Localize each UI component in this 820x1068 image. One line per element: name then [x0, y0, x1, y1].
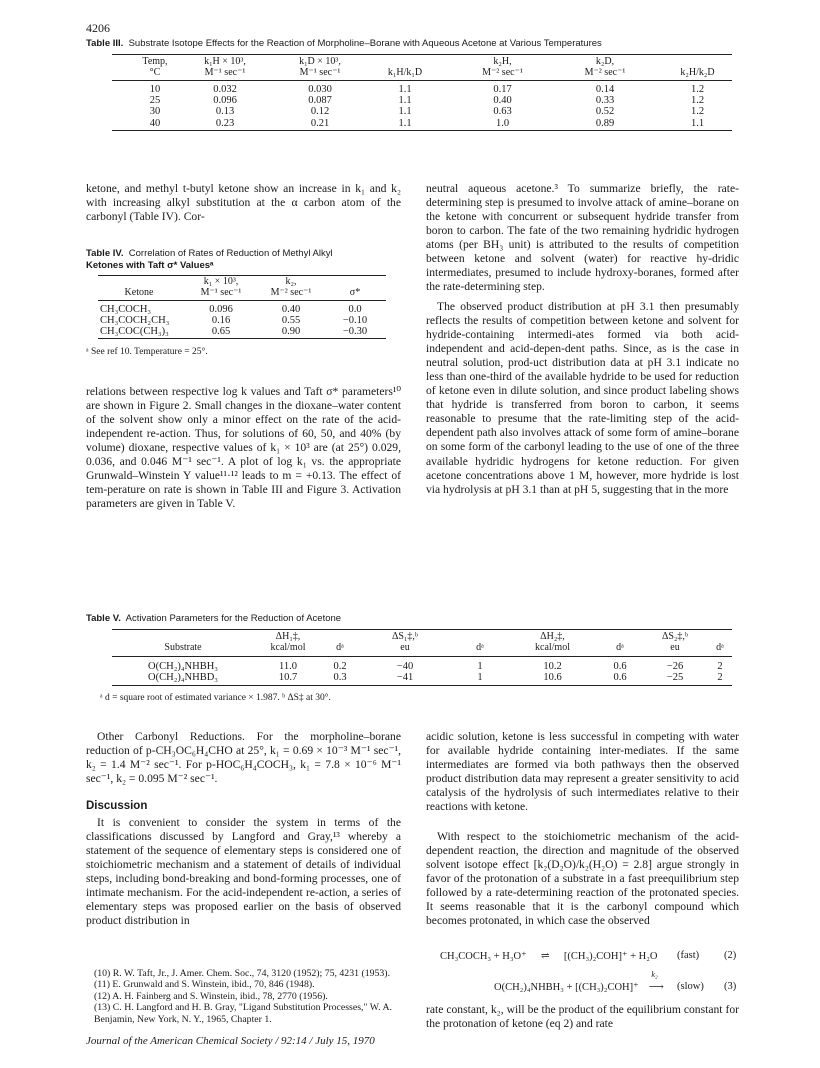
table5-header-5-line-1: kcal/mol: [535, 642, 570, 653]
right-para-5: rate constant, k₂, will be the product of the equilibrium constant for the protonation of ketone (eq 2) and rate: [426, 1003, 739, 1031]
table5-cell-r1-c0: O(CH₂)₄NHBD₃: [148, 672, 218, 683]
left-para-3: Other Carbonyl Reductions. For the morpholine–borane reduction of p-CH₃OC₆H₄CHO at 25°, k₁ = 0.69 × 10⁻³ M⁻¹ sec⁻¹, k₂ = 1.4 M⁻² sec⁻¹. For p-HOC₆H₄COCH₃, k₁ = 7.8 × 10⁻⁶ M⁻¹ sec⁻¹, k₂ = 0.095 M⁻² sec⁻¹.: [86, 730, 401, 786]
table4-bottom-rule: [98, 338, 386, 339]
table3-cell-r0-c1: 0.032: [213, 84, 237, 95]
table3-cell-r1-c3: 1.1: [398, 95, 412, 107]
table5-header-1-line-0: ΔH₁‡,: [275, 631, 301, 642]
table5-header-3-line-1: eu: [400, 642, 410, 653]
table3-cell-r3-c5: 0.89: [595, 117, 615, 129]
table3-cell-r3-c3: 1.1: [398, 117, 412, 129]
table4-title-line1: Correlation of Rates of Reduction of Methyl Alkyl: [128, 248, 333, 259]
table5-header-0-line-1: Substrate: [164, 642, 202, 653]
table3-header-rule: [112, 80, 732, 81]
table3-header-3-line-1: k₁H/k₁D: [387, 67, 423, 78]
table3-label: Table III.: [86, 38, 124, 49]
left-para-2: relations between respective log k values and Taft σ* parameters¹⁰ are shown in Figure 2. Small changes in the dioxane–water content of the solvent show only a minor effect on the rate of the acid-independent re-action. Thus, for solutions of 60, 50, and 40% (by volume) dioxane, respective values of k₁ × 10³ are (at 25°) 0.029, 0.036, and 0.046 M⁻¹ sec⁻¹. A plot of log k₁ vs. the appropriate Grunwald–Winstein Y value¹¹·¹² leads to m = +0.13. The effect of tem-perature on rate is shown in Table III and Figure 3. Activation parameters are given in Table V.: [86, 385, 401, 511]
table3-header-2-line-1: M⁻¹ sec⁻¹: [299, 67, 341, 78]
table5-title: Activation Parameters for the Reduction of Acetone: [125, 613, 342, 624]
table4-cell-r2-c3: −0.30: [342, 326, 368, 337]
table3-header-1-line-1: M⁻¹ sec⁻¹: [204, 67, 246, 78]
table3-cell-r0-c6: 1.2: [690, 84, 705, 95]
equilibrium-arrow-icon: ⇌: [540, 951, 550, 962]
table5-header-7-line-1: eu: [670, 642, 680, 653]
table5-cell-r0-c1: 11.0: [279, 661, 297, 672]
eq2-condition: (fast): [677, 950, 700, 961]
table3-cell-r0-c0: 10: [149, 84, 161, 95]
table3-cell-r2-c2: 0.12: [310, 106, 330, 118]
table5-cell-r1-c2: 0.3: [333, 672, 347, 683]
eq3-lhs: O(CH₂)₄NHBH₃ + [(CH₃)₂COH]⁺: [494, 982, 639, 993]
table3-header-0-line-0: Temp,: [142, 56, 168, 67]
table3-bottom-rule: [112, 130, 732, 131]
eq3-rate-constant: k₂: [651, 970, 658, 979]
table3-cell-r0-c3: 1.1: [398, 84, 412, 95]
table4-cell-r2-c0: CH₃COC(CH₃)₃: [100, 326, 169, 337]
table5-cell-r0-c2: 0.2: [333, 661, 347, 672]
table5-header-6-line-1: dᵃ: [616, 642, 624, 653]
right-para-2: The observed product distribution at pH 3.1 then presumably reflects the results of competition between ketone and solvent for hydride-containing intermedi-ates formed via both acid-independent and acid-depen-dent paths. Since, as is the case in neutral solution, prod-uct distribution data at pH 3.1 indicate no less than one-third of the available hydride to be used for reduction of ketone even in dilute solution, and since product labeling shows that hydride is transferred from boron to carbon, it seems reasonable to presume that the rate-limiting step of the acid-dependent path also involves attack of some form of amine–borane on some form of the carbonyl leading to the use of one of the three available hydridic hydrogens for ketone reduction. For given acetone concentrations above 1 M, however, more hydride is lost via hydrolysis at pH 3.1 than at pH 5, suggesting that in the more: [426, 300, 739, 496]
table3-cell-r0-c2: 0.030: [308, 84, 332, 95]
table5-cell-r0-c4: 1: [477, 661, 483, 672]
table5-cell-r1-c6: 0.6: [613, 672, 627, 683]
table3-cell-r1-c2: 0.087: [308, 95, 332, 107]
table5-header-5-line-0: ΔH₂‡,: [540, 631, 565, 642]
table4-header-1-line-1: M⁻¹ sec⁻¹: [200, 287, 242, 298]
eq3-condition: (slow): [677, 981, 704, 992]
table4-caption-line2: [86, 260, 214, 272]
table5-header-1-line-1: kcal/mol: [270, 642, 306, 653]
table5-cell-r0-c6: 0.6: [613, 661, 627, 672]
table4-cell-r0-c3: 0.0: [348, 304, 362, 315]
table4-cell-r0-c2: 0.40: [281, 304, 301, 315]
table5-cell-r1-c4: 1: [477, 672, 483, 683]
table3-caption: [86, 38, 602, 50]
table4-cell-r2-c1: 0.65: [211, 326, 231, 337]
table3-cell-r3-c2: 0.21: [310, 117, 330, 129]
table5-cell-r1-c5: 10.6: [543, 672, 562, 683]
table4-header-rule: [98, 300, 386, 301]
journal-footer: Journal of the American Chemical Society / 92:14 / July 15, 1970: [86, 1035, 375, 1047]
left-para-4: It is convenient to consider the system in terms of the classifications discussed by Langford and Gray,¹³ whereby a statement of the sequence of elementary steps is considered one of stoichiometric mechanism and a statement of details of individual steps, including bond-breaking and bond-forming processes, one of intimate mechanism. For the acid-independent re-action, a series of elementary steps was proposed earlier on the basis of observed product distribution in: [86, 816, 401, 928]
table3-top-rule: [112, 54, 732, 55]
table4-cell-r0-c1: 0.096: [209, 304, 233, 315]
table5-header-3-line-0: ΔS₁‡,ᵇ: [391, 631, 419, 642]
table4-header-1-line-0: k₁ × 10³,: [203, 276, 239, 287]
table4-cell-r0-c0: CH₃COCH₃: [100, 304, 152, 315]
table5-cell-r0-c0: O(CH₂)₄NHBH₃: [148, 661, 218, 672]
table5-cell-r0-c5: 10.2: [543, 661, 562, 672]
table3-cell-r2-c3: 1.1: [398, 106, 412, 118]
footnote-11: (11) E. Grunwald and S. Winstein, ibid., 70, 846 (1948).: [94, 979, 315, 991]
right-para-1: neutral aqueous acetone.³ To summarize briefly, the rate-determining step is presumed to involve attack of amine–borane on the ketone with concurrent or subsequent hydride transfer from boron to carbon. The fate of the two remaining hydridic hydrogen atoms (per BH₃ unit) is attributed to the results of competition between ketone and solvent (water) for reactive hy-dridic intermediates, presumed to include hydroxy-boranes, formed after the rate-determining step.: [426, 182, 739, 294]
table3-cell-r2-c1: 0.13: [215, 106, 235, 118]
table4-cell-r1-c3: −0.10: [342, 315, 368, 326]
table4-note: ᵃ See ref 10. Temperature = 25°.: [86, 347, 208, 357]
table4-header-0-line-1: Ketone: [124, 287, 154, 298]
footnote-10: (10) R. W. Taft, Jr., J. Amer. Chem. Soc., 74, 3120 (1952); 75, 4231 (1953).: [94, 968, 391, 979]
table3-cell-r1-c1: 0.096: [213, 95, 237, 107]
table3-cell-r1-c4: 0.40: [493, 95, 512, 107]
table3-cell-r2-c0: 30: [149, 106, 161, 118]
table3-cell-r2-c6: 1.2: [690, 106, 705, 118]
table3-header-4-line-0: k₂H,: [493, 56, 512, 67]
table3-cell-r1-c6: 1.2: [690, 95, 705, 107]
eq3-number: (3): [724, 981, 737, 992]
table5-label: Table V.: [86, 613, 121, 624]
table3-cell-r0-c4: 0.17: [493, 84, 512, 95]
table5-cell-r0-c7: −26: [666, 661, 684, 672]
table4-header-3-line-1: σ*: [349, 287, 361, 298]
table3-cell-r1-c0: 25: [149, 95, 161, 107]
table5-header-4-line-1: dᵃ: [476, 642, 484, 653]
table5-cell-r1-c1: 10.7: [278, 672, 298, 683]
page-number: 4206: [86, 21, 110, 35]
equation-3: [494, 970, 671, 993]
footnote-13: (13) C. H. Langford and H. B. Gray, "Ligand Substitution Processes," W. A. Benjamin, New York, N. Y., 1965, Chapter 1.: [94, 1002, 392, 1025]
equation-2: [440, 950, 657, 962]
table4-cell-r1-c0: CH₃COCH₂CH₃: [100, 315, 170, 326]
right-para-3: acidic solution, ketone is less successful in competing with water for available hydride containing inter-mediates. If the same intermediates are formed via both pathways then the observed product distribution data may represent a greater sensitivity to acid catalysis of the hydrolysis of such intermediates relative to their reactions with ketone.: [426, 730, 739, 814]
table5-cell-r0-c3: −40: [396, 661, 414, 672]
table3-cell-r0-c5: 0.14: [595, 84, 615, 95]
table5-top-rule: [112, 629, 732, 630]
table4-header-2-line-1: M⁻² sec⁻¹: [270, 287, 312, 298]
table5-cell-r1-c7: −25: [666, 672, 684, 683]
table3-header-0-line-1: °C: [149, 67, 161, 78]
table3-header-5-line-0: k₂D,: [595, 56, 615, 67]
table5-caption: [86, 613, 341, 625]
table3-cell-r3-c0: 40: [149, 117, 161, 129]
table5-cell-r1-c8: 2: [717, 672, 723, 683]
eq2-number: (2): [724, 950, 737, 961]
table5-note: ᵃ d = square root of estimated variance × 1.987. ᵇ ΔS‡ at 30°.: [100, 693, 331, 703]
eq2-rhs: [(CH₃)₂COH]⁺ + H₂O: [563, 951, 658, 962]
eq2-lhs: CH₃COCH₃ + H₃O⁺: [440, 951, 527, 962]
table3-cell-r2-c4: 0.63: [493, 106, 512, 118]
table5-header-2-line-1: dᵃ: [336, 642, 344, 653]
table3-title: Substrate Isotope Effects for the Reaction of Morpholine–Borane with Aqueous Acetone at Various Temperatures: [128, 38, 602, 49]
table4-cell-r2-c2: 0.90: [281, 326, 301, 337]
table3-header-4-line-1: M⁻² sec⁻¹: [482, 67, 523, 78]
table4-caption: [86, 248, 333, 260]
table4-title-line2: Ketones with Taft σ* Valuesᵃ: [86, 260, 214, 271]
right-para-4: With respect to the stoichiometric mechanism of the acid-dependent reaction, the direction and magnitude of the observed solvent isotope effect [k₂(D₂O)/k₂(H₂O) = 2.8] argue strongly in favor of the protonation of a substrate in a fast preequilibrium step followed by a rate-determining reaction of the protonated species. It seems reasonable that it is the carbonyl compound which becomes protonated, in which case the observed: [426, 830, 739, 928]
table3-cell-r3-c1: 0.23: [215, 117, 235, 129]
table4-header-2-line-0: k₂,: [285, 276, 297, 287]
table3-header-2-line-0: k₁D × 10³,: [299, 56, 341, 67]
table5-header-8-line-1: dᵃ: [716, 642, 724, 653]
table4-cell-r1-c1: 0.16: [211, 315, 231, 326]
table3-cell-r1-c5: 0.33: [595, 95, 615, 107]
discussion-heading: Discussion: [86, 800, 148, 812]
table3-header-5-line-1: M⁻² sec⁻¹: [584, 67, 626, 78]
table3-cell-r3-c6: 1.1: [690, 117, 705, 129]
left-para-1: ketone, and methyl t-butyl ketone show an increase in k₁ and k₂ with increasing alkyl substitution at the α carbon atom of the carbonyl (Table IV). Cor-: [86, 182, 401, 224]
footnotes: [86, 968, 401, 1025]
table4-label: Table IV.: [86, 248, 124, 259]
table5-header-rule: [112, 656, 732, 657]
table4-top-rule: [98, 275, 386, 276]
footnote-12: (12) A. H. Fainberg and S. Winstein, ibid., 78, 2770 (1956).: [94, 990, 328, 1002]
arrow-right-icon: ⟶: [648, 982, 664, 993]
table3-cell-r2-c5: 0.52: [595, 106, 615, 118]
table3-header-1-line-0: k₁H × 10³,: [204, 56, 246, 67]
table5-cell-r1-c3: −41: [396, 672, 414, 683]
table5-cell-r0-c8: 2: [717, 661, 723, 672]
table5-header-7-line-0: ΔS₂‡,ᵇ: [661, 631, 689, 642]
table3-header-6-line-1: k₂H/k₂D: [680, 67, 715, 78]
table5-bottom-rule: [112, 685, 732, 686]
table3-cell-r3-c4: 1.0: [495, 117, 510, 129]
table4-cell-r1-c2: 0.55: [281, 315, 301, 326]
